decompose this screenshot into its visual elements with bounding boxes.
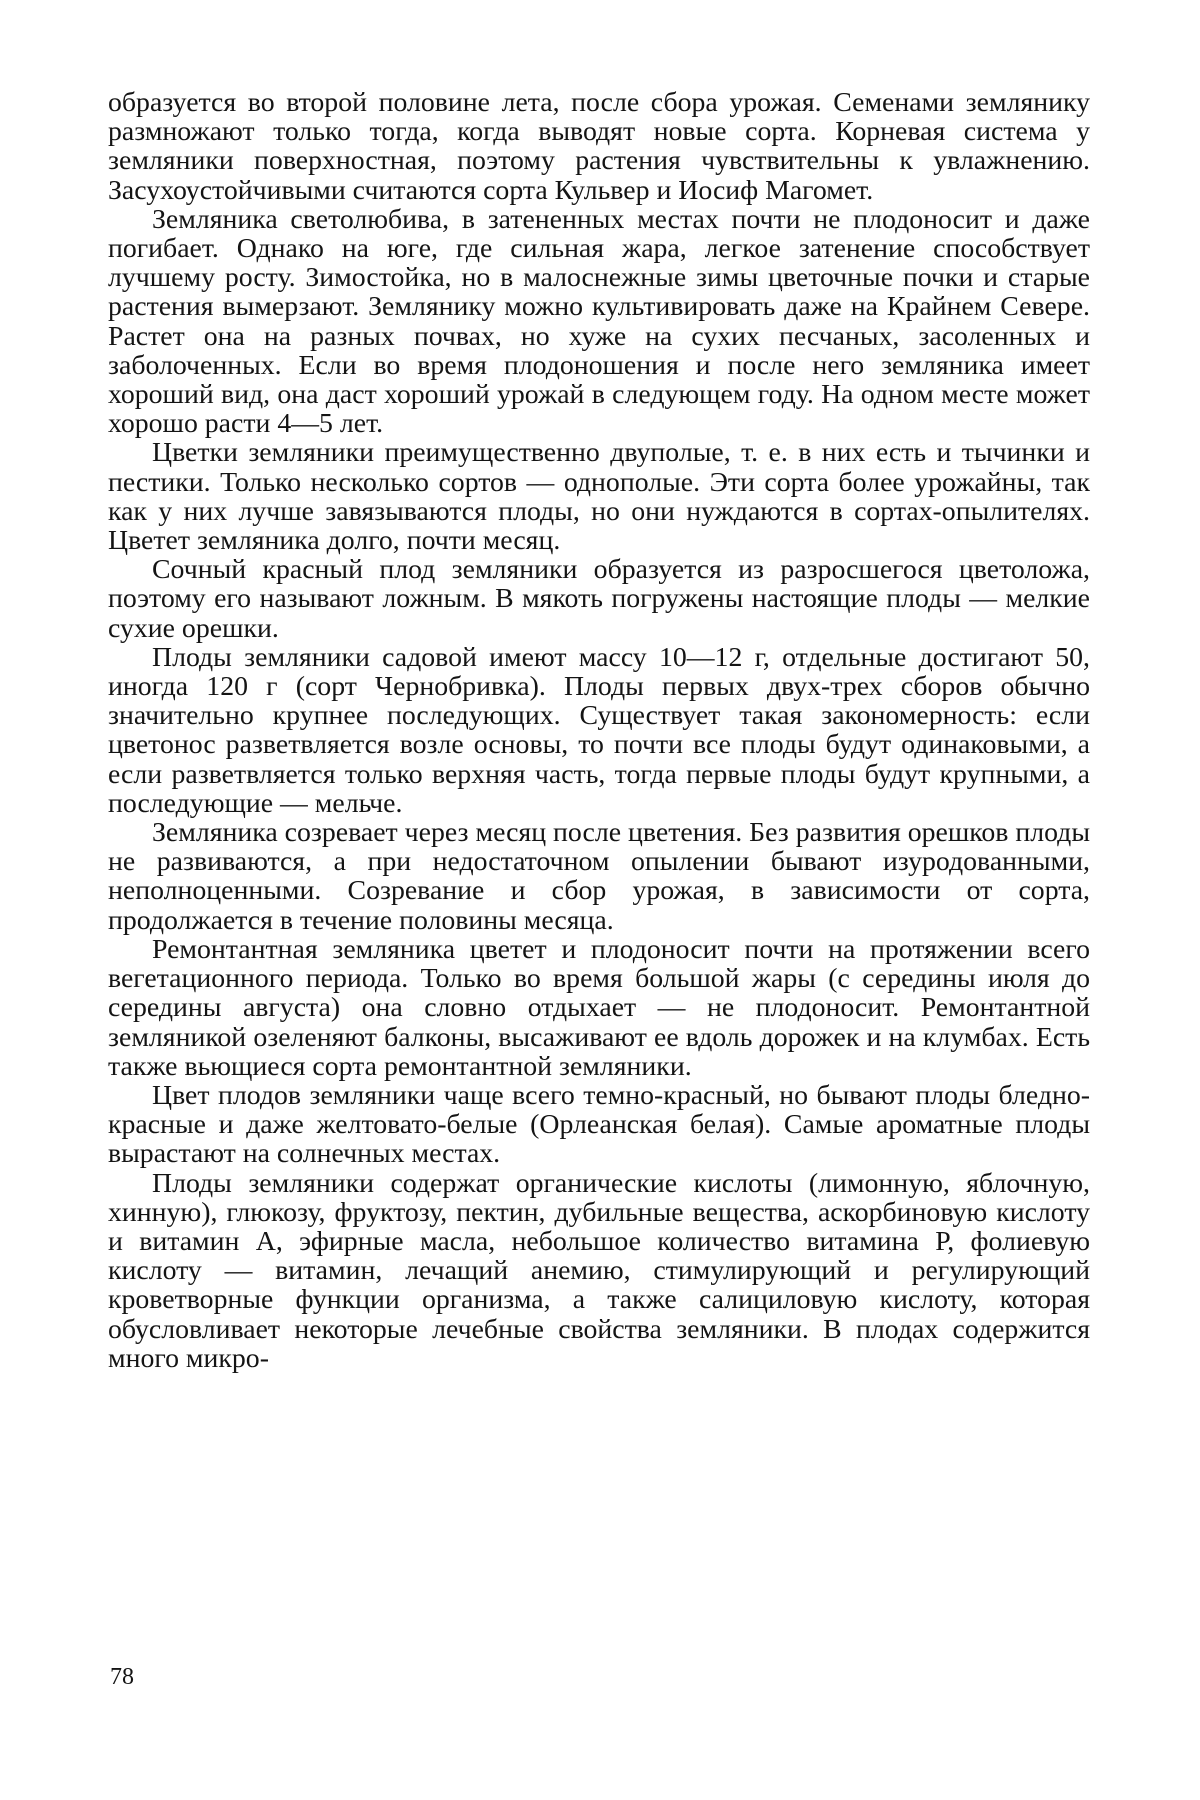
body-text <box>108 88 1090 1373</box>
paragraph-composition: Плоды земляники содержат органические кислоты (лимонную, яблочную, хинную), глюкозу, фруктозу, пектин, дубильные вещества, аскорбиновую кислоту и витамин А, эфирные масла, небольшое количество витамина Р, фолиевую кислоту — витамин, лечащий анемию, стимулирующий и регулирующий кроветворные функции организма, а также салициловую кислоту, которая обусловливает некоторые лечебные свойства земляники. В плодах содержится много микро- <box>108 1167 1090 1374</box>
paragraph-continuation: образуется во второй половине лета, после сбора урожая. Семенами землянику размножают только тогда, когда выводят новые сорта. Корневая система у земляники поверхностная, поэтому растения чувствительны к увлажнению. Засухоустойчивыми считаются сорта Кульвер и Иосиф Магомет. <box>108 87 1090 206</box>
paragraph-flowers: Цветки земляники преимущественно двуполые, т. е. в них есть и тычинки и пестики. Только несколько сортов — однополые. Эти сорта более урожайны, так как у них лучше завязываются плоды, но они нуждаются в сортах-опылителях. Цветет земляника долго, почти месяц. <box>108 437 1090 557</box>
paragraph-remontant: Ремонтантная земляника цветет и плодоносит почти на протяжении всего вегетационного периода. Только во время большой жары (с середины июля до середины августа) она словно отдыхает — не плодоносит. Ремонтантной земляникой озеленяют балконы, высаживают ее вдоль дорожек и на клумбах. Есть также вьющиеся сорта ремонтантной земляники. <box>108 933 1090 1082</box>
paragraph-fruit-color: Цвет плодов земляники чаще всего темно-красный, но бывают плоды бледно-красные и даже желтовато-белые (Орлеанская белая). Самые ароматные плоды вырастают на солнечных местах. <box>108 1079 1090 1170</box>
paragraph-ripening: Земляника созревает через месяц после цветения. Без развития орешков плоды не развиваются, а при недостаточном опылении бывают изуродованными, неполноценными. Созревание и сбор урожая, в зависимости от сорта, продолжается в течение половины месяца. <box>108 817 1090 936</box>
page-number: 78 <box>110 1664 134 1690</box>
paragraph-fruit-mass: Плоды земляники садовой имеют массу 10—12 г, отдельные достигают 50, иногда 120 г (сорт Чернобривка). Плоды первых двух-трех сборов обычно значительно крупнее последующих. Существует такая закономерность: если цветонос разветвляется возле основы, то почти все плоды будут одинаковыми, а если разветвляется только верхняя часть, тогда первые плоды будут крупными, а последующие — мельче. <box>108 641 1090 819</box>
paragraph-fruit-structure: Сочный красный плод земляники образуется из разросшегося цветоложа, поэтому его называют ложным. В мякоть погружены настоящие плоды — мелкие сухие орешки. <box>108 554 1090 644</box>
paragraph-light-requirements: Земляника светолюбива, в затененных местах почти не плодоносит и даже погибает. Однако на юге, где сильная жара, легкое затенение способствует лучшему росту. Зимостойка, но в малоснежные зимы цветочные почки и старые растения вымерзают. Землянику можно культивировать даже на Крайнем Севере. Растет она на разных почвах, но хуже на сухих песчаных, засоленных и заболоченных. Если во время плодоношения и после него земляника имеет хороший вид, она даст хороший урожай в следующем году. На одном месте может хорошо расти 4—5 лет. <box>108 203 1090 440</box>
